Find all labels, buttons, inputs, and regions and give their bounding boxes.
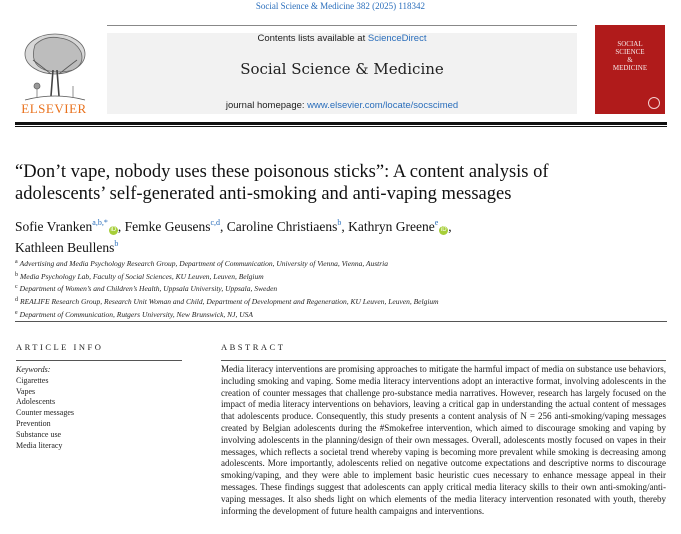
elsevier-wordmark: ELSEVIER (21, 101, 87, 116)
author-name[interactable]: Sofie Vranken (15, 219, 93, 234)
homepage-link[interactable]: www.elsevier.com/locate/socscimed (307, 100, 459, 111)
journal-reference-link[interactable]: Social Science & Medicine 382 (2025) 118342 (255, 1, 426, 11)
affiliation-item (15, 308, 655, 321)
article-title: “Don’t vape, nobody uses these poisonous sticks”: A content analysis of adolescents’ self-generated anti-smoking and anti-vaping messages (15, 162, 549, 204)
header-top-rule (107, 25, 577, 26)
homepage-prefix: journal homepage: (225, 100, 305, 111)
affiliation-mark: a (15, 259, 18, 265)
abstract-text: Media literacy interventions are promising approaches to mitigate the harmful impact of media on substance use behaviors, including smoking and vaping. Some media literacy interventions adopt an interactive format, involving adolescents in the creation of counter messages that challenge pro-substance media narratives. However, research has largely focused on the impact of media literacy interventions on behaviors, leaving a critical gap in understanding the actual content of messages that adolescents produce. Consequently, this study presents a content analysis of N = 256 anti-smoking/vaping messages created by Belgian adolescents during the #Smokefree intervention, which aimed to discourage smoking and vaping by involving adolescents in the planning/design of their own messages. Overall, adolescents mostly focused on vapes in their messages, which reflects a societal trend whereby vaping is becoming more prevalent while smoking is decreasing among adolescents. More importantly, adolescents relied on negative outcome expectations and descriptive norms to discourage smoking/vaping, and they were able to implement basic heuristic cues necessary to enhance message appeal in their messages. These findings suggest that adolescents can apply critical media literacy skills to their own anti-smoking/anti-vaping messages. It also sheds light on which elements of the media literacy intervention resonated with youth, thereby informing the development of future health campaigns and interventions. (221, 364, 666, 516)
journal-cover-thumbnail[interactable] (595, 25, 665, 114)
affiliation-mark: d (15, 297, 18, 304)
article-info-rule (16, 360, 182, 361)
author-affiliation-mark[interactable]: b (114, 239, 119, 248)
journal-title: Social Science & Medicine (240, 60, 444, 78)
orcid-icon[interactable]: iD (440, 227, 447, 233)
keyword-item: Media literacy (16, 440, 63, 450)
author-affiliation-mark[interactable]: c,d (210, 218, 221, 227)
keyword-item: Cigarettes (16, 375, 49, 385)
article-info-heading: ARTICLE INFO (16, 342, 104, 352)
journal-banner (107, 33, 577, 114)
author-name[interactable]: Kathleen Beullens (15, 240, 115, 255)
abstract-heading: ABSTRACT (221, 342, 286, 352)
author-list: Sofie Vranken$^{a,b,*}$iD , Femke Geusens$^{c,d}$, Caroline Christiaens$^b$, Kathryn Greene$^e$iD , Kathleen Beullens$^b$ (15, 218, 452, 255)
header-thick-rule (15, 122, 667, 125)
keywords-label: Keywords: (16, 365, 51, 374)
author-name[interactable]: Kathryn Greene (348, 219, 435, 234)
sciencedirect-link[interactable]: ScienceDirect (367, 33, 427, 44)
orcid-icon[interactable]: iD (110, 227, 117, 233)
affiliation-item (15, 295, 655, 308)
affiliation-mark: c (15, 284, 18, 291)
keyword-item: Adolescents (16, 397, 56, 407)
affiliation-list (15, 257, 655, 321)
author-affiliation-mark[interactable]: b (337, 218, 342, 227)
journal-homepage-line (107, 100, 577, 111)
author-name[interactable]: Caroline Christiaens (226, 219, 338, 234)
affiliation-text: Advertising and Media Psychology Research Group, Department of Communication, University of Vienna, Vienna, Austria (19, 259, 389, 268)
affiliation-mark: e (15, 309, 18, 316)
affiliation-text: Department of Communication, Rutgers University, New Brunswick, NJ, USA (19, 309, 253, 319)
header-thin-rule (15, 126, 667, 127)
contents-prefix: Contents lists available at (257, 33, 366, 44)
cover-emblem-icon (648, 97, 660, 109)
author-affiliation-mark[interactable]: e (434, 218, 439, 227)
affiliation-text: REALIFE Research Group, Research Unit Woman and Child, Department of Development and Regeneration, KU Leuven, Leuven, Belgium (20, 297, 439, 307)
author-name[interactable]: Femke Geusens (124, 219, 211, 234)
author-affiliation-mark[interactable]: a,b,* (92, 218, 108, 227)
keyword-item: Counter messages (16, 408, 74, 418)
affiliation-text: Media Psychology Lab, Faculty of Social Sciences, KU Leuven, Leuven, Belgium (20, 271, 264, 281)
section-divider (15, 321, 667, 322)
keyword-item: Vapes (16, 386, 36, 396)
keyword-item: Prevention (16, 418, 51, 428)
affiliation-text: Department of Women’s and Children’s Health, Uppsala University, Uppsala, Sweden (19, 284, 278, 294)
keywords-block (16, 365, 186, 451)
cover-title: SOCIAL SCIENCE & MEDICINE (612, 40, 648, 72)
keyword-item: Substance use (16, 429, 62, 439)
keywords-list (16, 376, 186, 452)
affiliation-item (15, 257, 655, 270)
contents-line (107, 33, 577, 44)
affiliation-item (15, 270, 655, 283)
affiliation-item (15, 282, 655, 295)
affiliation-mark: b (15, 271, 18, 278)
abstract-rule (221, 360, 666, 361)
